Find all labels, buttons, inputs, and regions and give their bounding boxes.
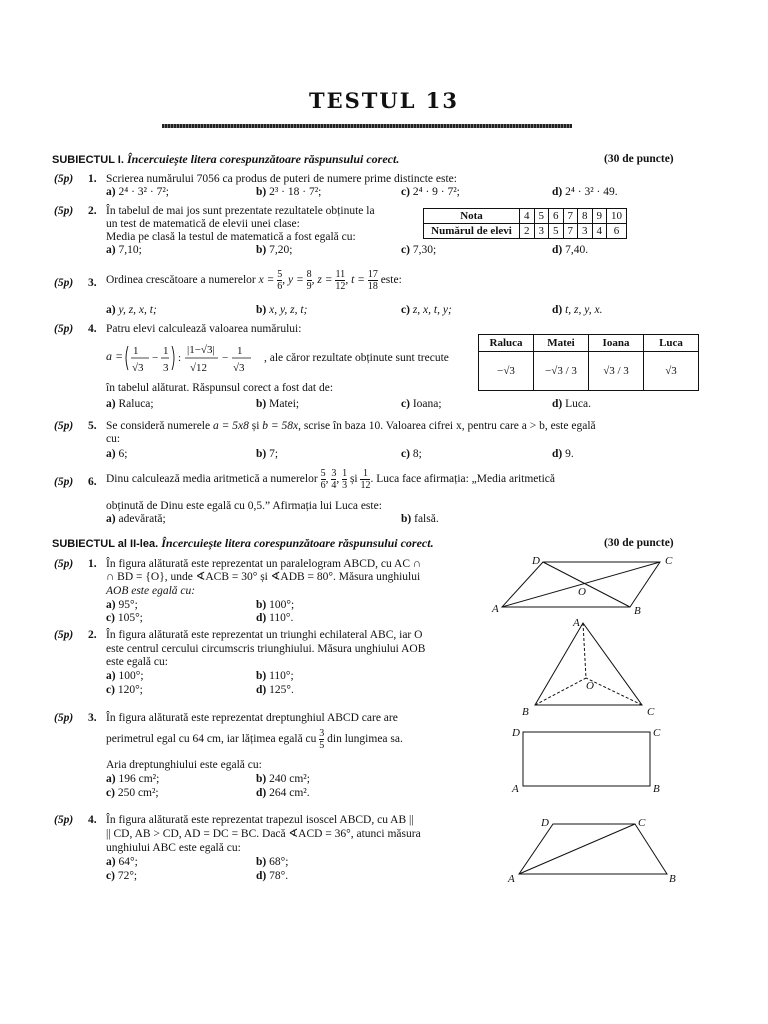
label-D: D — [541, 817, 549, 829]
answer-matei: −√3 / 3 — [534, 352, 589, 391]
fraction-3-4: $\frac{3}{4}$ — [331, 467, 337, 491]
s2-q3-number: 3. — [88, 712, 97, 724]
title-underline — [162, 124, 572, 128]
q4-option-c: c) Ioana; — [401, 398, 442, 410]
q4-number: 4. — [88, 323, 97, 335]
section-2-points: (30 de puncte) — [604, 537, 674, 549]
answers-header-row — [479, 335, 699, 352]
s2-q3-option-c: c) 250 cm²; — [106, 787, 159, 799]
fraction-z: $\frac{11}{12}$ — [335, 268, 346, 292]
svg-text:√3: √3 — [233, 362, 245, 374]
answers-table — [478, 334, 699, 391]
answer-luca: √3 — [644, 352, 699, 391]
s2-q3-option-b: b) 240 cm²; — [256, 773, 310, 785]
s2-q4-option-c: c) 72°; — [106, 870, 138, 882]
q5-option-a: a) 6; — [106, 448, 128, 460]
label-C: C — [665, 555, 673, 567]
q5-line-1: Se consideră numerele a = 5x8 și b = 58x, scrise în baza 10. Valoarea cifrei x, pentru care a > b, este egală — [106, 420, 596, 432]
fraction-3-5: $\frac{3}{5}$ — [319, 727, 325, 751]
s2-q2-number: 2. — [88, 629, 97, 641]
q3-option-c: c) z, x, t, y; — [401, 304, 452, 316]
s2-q4-line-1: În figura alăturată este reprezentat trapezul isoscel ABCD, cu AB || — [106, 814, 414, 826]
count-cell: 5 — [549, 224, 564, 239]
fraction-y: $\frac{8}{9}$ — [306, 268, 312, 292]
fraction-t: $\frac{17}{18}$ — [367, 268, 378, 292]
s2-q4-option-d: d) 78°. — [256, 870, 289, 882]
answer-ioana: √3 / 3 — [589, 352, 644, 391]
student-ioana: Ioana — [589, 335, 644, 352]
student-luca: Luca — [644, 335, 699, 352]
s2-q3-points: (5p) — [54, 712, 74, 724]
students-row — [424, 224, 627, 239]
fraction-1-12: $\frac{1}{12}$ — [360, 467, 371, 491]
q5-points: (5p) — [54, 420, 74, 432]
s2-q1-option-b: b) 100°; — [256, 599, 295, 611]
grade-cell: 8 — [578, 209, 593, 224]
s2-q3-line-3: Aria dreptunghiului este egală cu: — [106, 759, 262, 771]
student-raluca: Raluca — [479, 335, 534, 352]
q3-option-a: a) y, z, x, t; — [106, 304, 157, 316]
label-D: D — [512, 727, 520, 739]
q2-number: 2. — [88, 205, 97, 217]
q3-option-b: b) x, y, z, t; — [256, 304, 308, 316]
fraction-x: $\frac{5}{6}$ — [277, 268, 283, 292]
svg-text:1: 1 — [133, 345, 139, 357]
fraction-5-6: $\frac{5}{6}$ — [320, 467, 326, 491]
s2-q3-option-a: a) 196 cm²; — [106, 773, 160, 785]
student-matei: Matei — [534, 335, 589, 352]
s2-q2-line-3: este egală cu: — [106, 656, 168, 668]
s2-q1-number: 1. — [88, 558, 97, 570]
count-cell: 3 — [534, 224, 549, 239]
s2-q4-option-a: a) 64°; — [106, 856, 138, 868]
label-B: B — [522, 706, 529, 718]
q3-number: 3. — [88, 277, 97, 289]
grades-table — [423, 208, 627, 239]
fraction-1-3: $\frac{1}{3}$ — [342, 467, 348, 491]
svg-text:|1−√3|: |1−√3| — [187, 344, 215, 356]
label-O: O — [586, 680, 594, 692]
q3-option-d: d) t, z, y, x. — [552, 304, 603, 316]
q1-points: (5p) — [54, 173, 74, 185]
svg-text::: : — [178, 352, 182, 364]
q6-line-1: Dinu calculează media aritmetică a numerelor $\frac{5}{6}$ , $\frac{3}{4}$ , $\frac{1}{3}$ și $\frac{1}{12}$ . Luca face afirmația: „Media aritmetică — [106, 467, 556, 491]
label-B: B — [669, 873, 676, 885]
svg-text:1: 1 — [237, 345, 243, 357]
svg-text:1: 1 — [163, 345, 169, 357]
q6-number: 6. — [88, 476, 97, 488]
rectangle-figure — [508, 724, 668, 799]
trapezoid-figure — [505, 812, 685, 887]
q5-option-d: d) 9. — [552, 448, 574, 460]
q2-option-a: a) 7,10; — [106, 244, 142, 256]
label-A: A — [492, 603, 499, 615]
q1-option-a: a) 2⁴ · 3² · 7²; — [106, 186, 169, 198]
q1-option-b: b) 2³ · 18 · 7²; — [256, 186, 322, 198]
label-B: B — [634, 605, 641, 617]
grade-cell: 6 — [549, 209, 564, 224]
q4-option-b: b) Matei; — [256, 398, 300, 410]
s2-q4-line-2: || CD, AB > CD, AD = DC = BC. Dacă ∢ACD = 36°, atunci măsura — [106, 828, 421, 840]
q1-option-d: d) 2⁴ · 3² · 49. — [552, 186, 618, 198]
section-2-heading: SUBIECTUL al II-lea. Încercuiește litera corespunzătoare răspunsului corect. — [52, 536, 434, 550]
q4-formula — [106, 338, 266, 378]
q1-option-c: c) 2⁴ · 9 · 7²; — [401, 186, 460, 198]
q3-points: (5p) — [54, 277, 74, 289]
s2-q3-line-2: perimetrul egal cu 64 cm, iar lățimea egală cu $\frac{3}{5}$ din lungimea sa. — [106, 727, 403, 751]
q6-line-2: obținută de Dinu este egală cu 0,5.” Afirmația lui Luca este: — [106, 500, 382, 512]
s2-q4-number: 4. — [88, 814, 97, 826]
grade-cell: 10 — [607, 209, 627, 224]
q5-option-c: c) 8; — [401, 448, 422, 460]
count-cell: 6 — [607, 224, 627, 239]
grade-cell: 4 — [520, 209, 535, 224]
section-1-points: (30 de puncte) — [604, 153, 674, 165]
q4-option-a: a) Raluca; — [106, 398, 154, 410]
triangle-figure — [520, 615, 660, 720]
grade-cell: 9 — [592, 209, 607, 224]
s2-q2-line-2: este centrul cercului circumscris triunghiului. Măsura unghiului AOB — [106, 643, 426, 655]
page-title: TESTUL 13 — [308, 88, 460, 113]
label-A: A — [512, 783, 519, 795]
s2-q2-option-a: a) 100°; — [106, 670, 144, 682]
count-cell: 2 — [520, 224, 535, 239]
s2-q1-line-3: AOB este egală cu: — [106, 585, 196, 597]
q5-number: 5. — [88, 420, 97, 432]
q4-points: (5p) — [54, 323, 74, 335]
count-cell: 4 — [592, 224, 607, 239]
s2-q1-option-a: a) 95°; — [106, 599, 138, 611]
label-D: D — [532, 555, 540, 567]
q4-line-3: în tabelul alăturat. Răspunsul corect a fost dat de: — [106, 382, 334, 394]
s2-q4-option-b: b) 68°; — [256, 856, 289, 868]
q5-line-2: cu: — [106, 433, 121, 445]
s2-q1-points: (5p) — [54, 558, 74, 570]
q2-option-c: c) 7,30; — [401, 244, 437, 256]
q4-line-2: , ale căror rezultate obținute sunt trecute — [264, 352, 449, 364]
s2-q3-line-1: În figura alăturată este reprezentat dreptunghiul ABCD care are — [106, 712, 398, 724]
label-A: A — [573, 617, 580, 629]
grade-cell: 5 — [534, 209, 549, 224]
svg-text:a =: a = — [106, 349, 124, 363]
svg-text:−: − — [152, 352, 159, 364]
svg-text:√3: √3 — [132, 362, 144, 374]
s2-q2-option-d: d) 125°. — [256, 684, 294, 696]
label-C: C — [647, 706, 655, 718]
s2-q2-points: (5p) — [54, 629, 74, 641]
svg-text:√12: √12 — [190, 362, 208, 374]
q6-option-a: a) adevărată; — [106, 513, 166, 525]
grades-label: Nota — [424, 209, 520, 224]
s2-q1-line-2: ∩ BD = {O}, unde ∢ACB = 30° și ∢ADB = 80°. Măsura unghiului — [106, 571, 421, 583]
q1-text: Scrierea numărului 7056 ca produs de puteri de numere prime distincte este: — [106, 173, 457, 185]
q2-line-1: În tabelul de mai jos sunt prezentate rezultatele obținute la — [106, 205, 375, 217]
q3-text: Ordinea crescătoare a numerelor x = $\frac{5}{6}$ , y = $\frac{8}{9}$ , z = $\frac{11}{12}$ , t = $\frac{17}{18}$ este: — [106, 268, 402, 292]
s2-q1-option-d: d) 110°. — [256, 612, 294, 624]
s2-q2-line-1: În figura alăturată este reprezentat un triunghi echilateral ABC, iar O — [106, 629, 423, 641]
s2-q1-option-c: c) 105°; — [106, 612, 143, 624]
q2-line-3: Media pe clasă la testul de matematică a fost egală cu: — [106, 231, 356, 243]
grades-row — [424, 209, 627, 224]
answer-raluca: −√3 — [479, 352, 534, 391]
label-A: A — [508, 873, 515, 885]
s2-q2-option-b: b) 110°; — [256, 670, 294, 682]
q4-option-d: d) Luca. — [552, 398, 591, 410]
svg-text:3: 3 — [163, 362, 169, 374]
q2-option-b: b) 7,20; — [256, 244, 293, 256]
answers-value-row — [479, 352, 699, 391]
svg-text:−: − — [222, 352, 229, 364]
students-label: Numărul de elevi — [424, 224, 520, 239]
q2-option-d: d) 7,40. — [552, 244, 589, 256]
label-C: C — [638, 817, 646, 829]
q5-option-b: b) 7; — [256, 448, 279, 460]
s2-q4-line-3: unghiului ABC este egală cu: — [106, 842, 241, 854]
s2-q4-points: (5p) — [54, 814, 74, 826]
q6-points: (5p) — [54, 476, 74, 488]
parallelogram-figure — [490, 552, 690, 617]
label-B: B — [653, 783, 660, 795]
count-cell: 7 — [563, 224, 578, 239]
q6-option-b: b) falsă. — [401, 513, 439, 525]
grade-cell: 7 — [563, 209, 578, 224]
section-1-heading: SUBIECTUL I. Încercuiește litera corespunzătoare răspunsului corect. — [52, 152, 400, 166]
q2-line-2: un test de matematică de elevii unei clase: — [106, 218, 300, 230]
q2-points: (5p) — [54, 205, 74, 217]
label-O: O — [578, 586, 586, 598]
label-C: C — [653, 727, 661, 739]
q1-number: 1. — [88, 173, 97, 185]
q4-line-1: Patru elevi calculează valoarea numărului: — [106, 323, 302, 335]
s2-q3-option-d: d) 264 cm². — [256, 787, 310, 799]
s2-q1-line-1: În figura alăturată este reprezentat un paralelogram ABCD, cu AC ∩ — [106, 558, 422, 570]
count-cell: 3 — [578, 224, 593, 239]
s2-q2-option-c: c) 120°; — [106, 684, 143, 696]
